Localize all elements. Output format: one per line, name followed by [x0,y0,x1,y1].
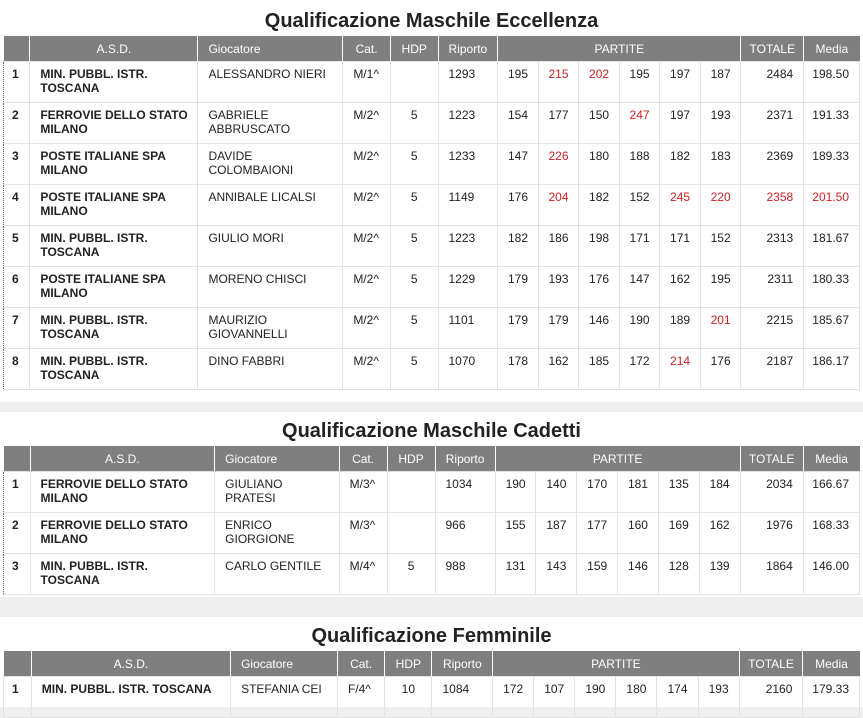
table-row [4,677,860,718]
cell-game-score: 176 [579,267,620,308]
cell-asd: MIN. PUBBL. ISTR. TOSCANA [30,308,198,349]
cell-category: M/2^ [343,144,391,185]
cell-hdp: 5 [390,267,438,308]
table-row [4,185,860,226]
cell-game-score: 170 [577,472,618,513]
cell-giocatore: MORENO CHISCI [198,267,343,308]
cell-giocatore: STEFANIA CEI [231,677,338,718]
results-table [3,36,860,390]
cell-game-score: 146 [618,554,659,595]
cell-position: 7 [4,308,30,349]
cell-game-score: 179 [498,308,539,349]
header-asd: A.S.D. [30,36,198,62]
cell-totale: 1976 [740,513,803,554]
table-row [4,349,860,390]
cell-category: M/3^ [339,513,387,554]
cell-game-score: 143 [536,554,577,595]
cell-category: F/4^ [337,677,384,718]
cell-game-score: 131 [495,554,536,595]
cell-hdp: 5 [390,144,438,185]
cell-game-score: 152 [619,185,660,226]
cell-game-score: 193 [700,103,741,144]
cell-totale: 1864 [740,554,803,595]
cell-game-score: 176 [498,185,539,226]
results-table [3,651,860,718]
cell-game-score: 140 [536,472,577,513]
cell-hdp: 5 [390,185,438,226]
cell-game-score: 245 [660,185,701,226]
cell-game-score: 193 [538,267,579,308]
cell-giocatore: GABRIELE ABBRUSCATO [198,103,343,144]
cell-totale: 2311 [741,267,804,308]
cell-giocatore: MAURIZIO GIOVANNELLI [198,308,343,349]
cell-giocatore: DAVIDE COLOMBAIONI [198,144,343,185]
cell-hdp [387,472,435,513]
cell-game-score: 201 [700,308,741,349]
table-header-row [4,36,860,62]
header-pos [4,651,32,677]
cell-asd: FERROVIE DELLO STATO MILANO [30,472,215,513]
cell-totale: 2313 [741,226,804,267]
cell-game-score: 150 [579,103,620,144]
cell-game-score: 135 [658,472,699,513]
header-riporto: Riporto [435,446,495,472]
cell-totale: 2034 [740,472,803,513]
table-header-row [4,446,860,472]
cell-position: 1 [4,677,32,718]
cell-position: 5 [4,226,30,267]
cell-media: 146.00 [803,554,859,595]
cell-position: 8 [4,349,30,390]
cell-giocatore: ANNIBALE LICALSI [198,185,343,226]
cell-position: 1 [4,472,31,513]
cell-game-score: 177 [577,513,618,554]
cell-game-score: 176 [700,349,741,390]
cell-hdp: 5 [390,349,438,390]
cell-asd: MIN. PUBBL. ISTR. TOSCANA [30,349,198,390]
table-row [4,308,860,349]
cell-position: 4 [4,185,30,226]
cell-game-score: 187 [536,513,577,554]
cell-game-score: 162 [699,513,740,554]
cell-asd: MIN. PUBBL. ISTR. TOSCANA [31,677,230,718]
cell-game-score: 172 [619,349,660,390]
cell-hdp [387,513,435,554]
cell-category: M/3^ [339,472,387,513]
cell-media: 186.17 [804,349,860,390]
cell-media: 185.67 [804,308,860,349]
header-partite: PARTITE [493,651,740,677]
cell-position: 6 [4,267,30,308]
cell-game-score: 171 [619,226,660,267]
cell-media: 191.33 [804,103,860,144]
header-riporto: Riporto [432,651,493,677]
cell-giocatore: ALESSANDRO NIERI [198,62,343,103]
cell-media: 180.33 [804,267,860,308]
section-cadetti [0,412,863,597]
header-cat: Cat. [337,651,384,677]
header-riporto: Riporto [438,36,498,62]
cell-media: 166.67 [803,472,859,513]
cell-hdp: 5 [387,554,435,595]
cell-media: 168.33 [803,513,859,554]
cell-asd: FERROVIE DELLO STATO MILANO [30,103,198,144]
cell-game-score: 186 [538,226,579,267]
cell-game-score: 152 [700,226,741,267]
cell-game-score: 180 [579,144,620,185]
cell-asd: MIN. PUBBL. ISTR. TOSCANA [30,62,198,103]
cell-game-score: 154 [498,103,539,144]
cell-game-score: 172 [493,677,534,718]
table-row [4,103,860,144]
cell-game-score: 180 [616,677,657,718]
cell-game-score: 182 [498,226,539,267]
cell-game-score: 177 [538,103,579,144]
cell-asd: MIN. PUBBL. ISTR. TOSCANA [30,554,215,595]
cell-position: 3 [4,144,30,185]
cell-hdp: 5 [390,226,438,267]
cell-hdp: 5 [390,103,438,144]
cell-giocatore: CARLO GENTILE [215,554,339,595]
cell-game-score: 181 [618,472,659,513]
cell-category: M/4^ [339,554,387,595]
cell-totale: 2187 [741,349,804,390]
cell-game-score: 183 [700,144,741,185]
cell-asd: POSTE ITALIANE SPA MILANO [30,185,198,226]
cell-game-score: 169 [658,513,699,554]
cell-game-score: 198 [579,226,620,267]
cell-giocatore: GIULIANO PRATESI [215,472,339,513]
cell-asd: MIN. PUBBL. ISTR. TOSCANA [30,226,198,267]
cell-riporto: 1223 [438,103,498,144]
cell-position: 3 [4,554,31,595]
cell-game-score: 193 [698,677,739,718]
cell-riporto: 1223 [438,226,498,267]
header-totale: TOTALE [741,36,804,62]
cell-game-score: 214 [660,349,701,390]
cell-game-score: 128 [658,554,699,595]
header-asd: A.S.D. [30,446,215,472]
header-giocatore: Giocatore [231,651,338,677]
header-pos [4,446,31,472]
cell-media: 198.50 [804,62,860,103]
cell-game-score: 184 [699,472,740,513]
cell-game-score: 215 [538,62,579,103]
cell-category: M/2^ [343,267,391,308]
cell-media: 201.50 [804,185,860,226]
header-pos [4,36,30,62]
cell-totale: 2215 [741,308,804,349]
cell-game-score: 204 [538,185,579,226]
cell-giocatore: ENRICO GIORGIONE [215,513,339,554]
cell-game-score: 220 [700,185,741,226]
table-row [4,513,860,554]
header-media: Media [804,36,860,62]
cell-game-score: 178 [498,349,539,390]
header-partite: PARTITE [495,446,740,472]
cell-game-score: 187 [700,62,741,103]
cell-game-score: 195 [619,62,660,103]
cell-media: 181.67 [804,226,860,267]
cell-asd: POSTE ITALIANE SPA MILANO [30,267,198,308]
section-title: Qualificazione Femminile [311,625,552,647]
cell-game-score: 189 [660,308,701,349]
table-row [4,267,860,308]
cell-game-score: 160 [618,513,659,554]
cell-totale: 2160 [739,677,803,718]
cell-game-score: 182 [579,185,620,226]
table-row [4,226,860,267]
table-row [4,62,860,103]
cell-game-score: 195 [498,62,539,103]
header-partite: PARTITE [498,36,741,62]
cell-riporto: 1101 [438,308,498,349]
table-row [4,472,860,513]
cell-giocatore: GIULIO MORI [198,226,343,267]
cell-game-score: 107 [534,677,575,718]
cell-game-score: 182 [660,144,701,185]
cell-game-score: 174 [657,677,698,718]
section-title: Qualificazione Maschile Cadetti [282,420,581,442]
cell-position: 2 [4,513,31,554]
section-title: Qualificazione Maschile Eccellenza [264,10,599,32]
cell-totale: 2371 [741,103,804,144]
cell-game-score: 162 [538,349,579,390]
cell-game-score: 171 [660,226,701,267]
cell-riporto: 1070 [438,349,498,390]
cell-category: M/2^ [343,226,391,267]
cell-category: M/1^ [343,62,391,103]
cell-riporto: 1233 [438,144,498,185]
cell-game-score: 146 [579,308,620,349]
cell-category: M/2^ [343,349,391,390]
header-media: Media [803,446,859,472]
cell-game-score: 155 [495,513,536,554]
header-giocatore: Giocatore [215,446,339,472]
cell-game-score: 226 [538,144,579,185]
cell-game-score: 202 [579,62,620,103]
cell-game-score: 190 [619,308,660,349]
header-media: Media [803,651,860,677]
cell-totale: 2358 [741,185,804,226]
header-cat: Cat. [339,446,387,472]
table-row [4,144,860,185]
cell-riporto: 988 [435,554,495,595]
cell-position: 1 [4,62,30,103]
cell-game-score: 190 [575,677,616,718]
cell-asd: FERROVIE DELLO STATO MILANO [30,513,215,554]
cell-hdp: 10 [385,677,432,718]
cell-totale: 2484 [741,62,804,103]
header-hdp: HDP [390,36,438,62]
cell-position: 2 [4,103,30,144]
header-totale: TOTALE [739,651,803,677]
cell-riporto: 1229 [438,267,498,308]
cell-game-score: 147 [619,267,660,308]
table-header-row [4,651,860,677]
header-asd: A.S.D. [31,651,230,677]
cell-totale: 2369 [741,144,804,185]
results-table [3,446,860,595]
cell-game-score: 159 [577,554,618,595]
cell-riporto: 1293 [438,62,498,103]
cell-game-score: 247 [619,103,660,144]
cell-game-score: 139 [699,554,740,595]
table-row [4,554,860,595]
cell-category: M/2^ [343,308,391,349]
header-hdp: HDP [387,446,435,472]
cell-game-score: 195 [700,267,741,308]
cell-game-score: 190 [495,472,536,513]
cell-game-score: 188 [619,144,660,185]
cell-category: M/2^ [343,103,391,144]
header-hdp: HDP [385,651,432,677]
cell-riporto: 1084 [432,677,493,718]
cell-hdp [390,62,438,103]
cell-giocatore: DINO FABBRI [198,349,343,390]
cell-game-score: 197 [660,103,701,144]
cell-riporto: 1034 [435,472,495,513]
cell-game-score: 185 [579,349,620,390]
cell-game-score: 179 [498,267,539,308]
cell-riporto: 966 [435,513,495,554]
cell-media: 189.33 [804,144,860,185]
cell-media: 179.33 [803,677,860,718]
header-giocatore: Giocatore [198,36,343,62]
cell-asd: POSTE ITALIANE SPA MILANO [30,144,198,185]
cell-game-score: 162 [660,267,701,308]
header-cat: Cat. [343,36,391,62]
cell-hdp: 5 [390,308,438,349]
cell-category: M/2^ [343,185,391,226]
cell-game-score: 147 [498,144,539,185]
section-femminile [0,617,863,707]
cell-game-score: 179 [538,308,579,349]
header-totale: TOTALE [740,446,803,472]
cell-riporto: 1149 [438,185,498,226]
cell-game-score: 197 [660,62,701,103]
